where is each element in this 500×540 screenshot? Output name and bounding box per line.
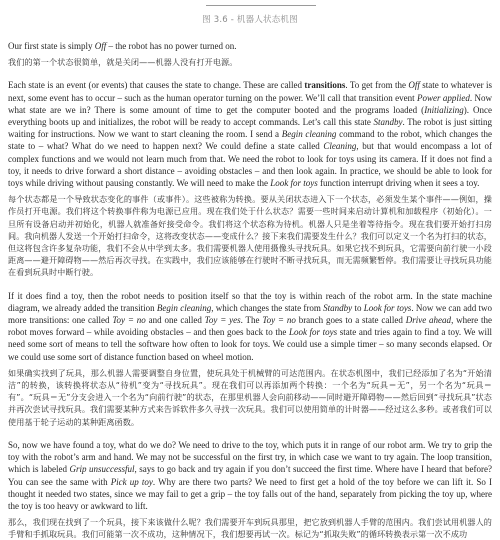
- italic-term: Drive ahead: [405, 315, 452, 326]
- italic-term: Look for toys: [288, 327, 338, 338]
- paragraph-zh-3: 如果确实找到了玩具，那么机器人需要调整自身位置，使玩具处于机械臂的可达范围内。在状态机图中，我们已经添加了名为“开始清洁”的转换，该转换将状态从“待机”变为“寻找玩具”。现在我们可以再添加两个转换：一个名为“玩具＝无”，另一个名为“玩具＝有”。“玩具＝无”分支会进入一个名为“向前行驶”的状态，在那里机器人会向前移动——同时避开障碍物——然后回到“寻找玩具”状态并再次尝试寻找玩具。我们需要某种方式来告诉软件多久寻找一次玩具。我们可以使用简单的计时器——经过这么多秒。或者我们可以使用基于轮子运动的某种距离函数。: [8, 367, 492, 427]
- italic-term: Off: [408, 80, 420, 91]
- paragraph-en-1: Our first state is simply Off – the robot has no power turned on.: [8, 41, 237, 51]
- italic-term: Power applied: [417, 92, 470, 103]
- italic-term: Toy = no: [112, 315, 146, 326]
- italic-term: Initializing: [424, 104, 464, 115]
- italic-term: Standby: [373, 117, 403, 128]
- paragraph-en-2: Each state is an event (or events) that causes the state to change. These are called transitions. To get from the Off state to whatever is next, some event has to occur – such as the human operator turning on the power. We’ll call that transition event Power applied. Now what state are we in? There is some amount of time to get the computer booted and the programs loaded (Initializing). Once everything boots up and initializes, the robot will be ready to accept commands. Let’s call this state Standby. The robot is just sitting waiting for instructions. Now we want to start cleaning the room. I send a Begin cleaning command to the robot, which changes the state to – what? What do we need to happen next? We could define a state called Cleaning, but that would encompass a lot of complex functions and we would not learn much from that. We need the robot to look for toys using its camera. If it does not find a toy, it needs to drive forward a short distance – avoiding obstacles – and then look again. In practice, we should be able to look for toys while driving without pausing constantly. We will need to make the Look for toys function interrupt driving when it sees a toy.: [8, 80, 492, 189]
- paragraph-en-3: If it does find a toy, then the robot needs to position itself so that the toy is within reach of the robot arm. In the state machine diagram, we already added the transition Begin cleaning, which changes the state from Standby to Look for toys. Now we can add two more transitions: one called Toy = no and one called Toy = yes. The Toy = no branch goes to a state called Drive ahead, where the robot moves forward – while avoiding obstacles – and then goes back to the Look for toys state and tries again to find a toy. We will need some sort of means to tell the software how often to look for toys. We could use a simple timer – so many seconds elapsed. Or we could use some sort of distance function based on wheel motion.: [8, 290, 492, 362]
- paragraph-zh-4: 那么，我们现在找到了一个玩具，接下来该做什么呢？我们需要开车到玩具那里，把它放到机器人手臂的范围内。我们尝试用机器人的手臂和手抓取玩具。我们可能第一次不成功，这种情况下，我们想要再试一次。标记为“抓取失败”的循环转换表示第一次不成功: [8, 517, 492, 540]
- italic-term: Pick up toy: [110, 476, 153, 487]
- italic-term: Look for toys: [363, 302, 412, 313]
- paragraph-en-4: So, now we have found a toy, what do we do? We need to drive to the toy, which puts it in range of our robot arm. We try to grip the toy with the robot’s arm and hand. We may not be successful on the first try, in which case we want to try again. The loop transition, which is labeled Grip unsuccessful, says to go back and try again if you don’t succeed the first time. Where have I heard that before? You can see the same with Pick up toy. Why are there two parts? We need to first get a hold of the toy before we can lift it. So I thought it needed two states, since we may fail to get a grip – the toy falls out of the hand, separately from picking the toy up, where the toy is too heavy or awkward to lift.: [8, 439, 492, 511]
- italic-term: Toy = no: [262, 315, 296, 326]
- italic-term: Off: [94, 41, 107, 51]
- paragraph-zh-2: 每个状态都是一个导致状态变化的事件（或事件）。这些被称为转换。要从关闭状态进入下一个状态，必须发生某个事件——例如，操作员打开电源。我们将这个转换事件称为电源已应用。现在我们处于什么状态？需要一些时间来启动计算机和加载程序（初始化）。一旦所有设备启动并初始化，机器人就准备好接受命令。我们将这个状态称为待机。机器人只是坐着等待指令。现在我们要开始打扫房间。我向机器人发送一个开始打扫命令，这将改变状态——变成什么？接下来我们需要发生什么？我们可以定义一个名为打扫的状态，但这将包含许多复杂功能，我们不会从中学到太多。我们需要机器人使用摄像头寻找玩具。如果它找不到玩具，它需要向前行驶一小段距离——避开障碍物——然后再次寻找。在实践中，我们应该能够在行驶时不断寻找玩具，而无需频繁暂停。我们需要让寻找玩具功能在看到玩具时中断行驶。: [8, 194, 492, 278]
- italic-term: Look for toys: [270, 178, 318, 189]
- italic-term: Begin cleaning: [156, 302, 212, 313]
- text-body: [8, 40, 492, 540]
- italic-term: Standby: [323, 302, 353, 313]
- document-page: [8, 0, 492, 540]
- italic-term: Cleaning: [323, 141, 357, 152]
- italic-term: Grip unsuccessful: [69, 464, 135, 475]
- figure-bottom-rule: [206, 5, 316, 6]
- figure-caption: 图 3.6 - 机器人状态机图: [202, 15, 298, 25]
- bold-term: transitions: [304, 80, 346, 91]
- italic-term: Toy = yes: [204, 315, 241, 326]
- italic-term: Begin cleaning: [281, 129, 337, 140]
- paragraph-zh-1: 我们的第一个状态很简单，就是关闭——机器人没有打开电源。: [8, 57, 238, 68]
